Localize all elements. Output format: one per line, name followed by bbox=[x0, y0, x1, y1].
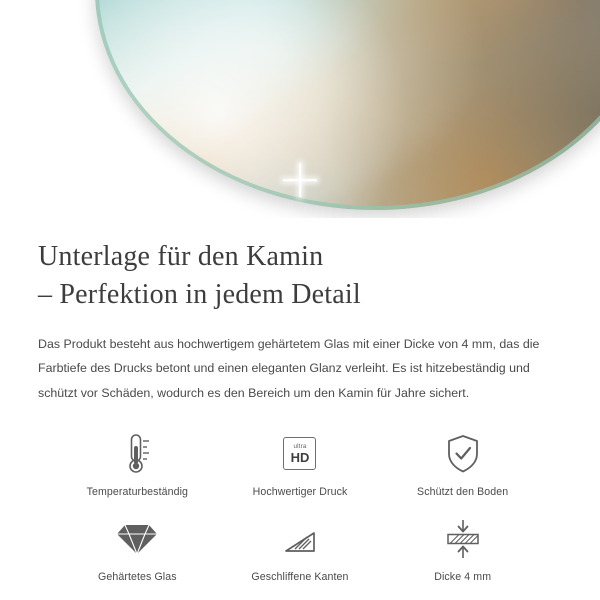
feature-item-thickness bbox=[381, 516, 544, 583]
ultra-hd-badge-top: ultra bbox=[293, 442, 307, 450]
page-title-line-1: Unterlage für den Kamin bbox=[38, 241, 324, 272]
page-title bbox=[38, 238, 562, 314]
feature-item-print-quality bbox=[219, 431, 382, 498]
feature-label: Geschliffene Kanten bbox=[251, 570, 349, 583]
product-description: Das Produkt besteht aus hochwertigem gehärtetem Glas mit einer Dicke von 4 mm, das die Farbtiefe des Drucks betont und einen eleganten Glanz verleiht. Es ist hitzebeständig und schützt vor Schäden, wodurch es den Bereich um den Kamin für Jahre sichert. bbox=[38, 337, 540, 400]
diamond-icon bbox=[116, 516, 158, 562]
glass-product-image bbox=[95, 0, 600, 210]
thermometer-icon bbox=[117, 431, 157, 477]
feature-item-floor-protection bbox=[381, 431, 544, 498]
feature-item-tempered-glass bbox=[56, 516, 219, 583]
shield-check-icon bbox=[444, 431, 482, 477]
feature-label: Hochwertiger Druck bbox=[252, 485, 348, 498]
hero-image bbox=[0, 0, 600, 218]
feature-grid bbox=[38, 431, 562, 583]
content-section bbox=[0, 218, 600, 583]
ultra-hd-badge-bottom: HD bbox=[290, 449, 310, 465]
feature-label: Dicke 4 mm bbox=[434, 570, 492, 583]
page-title-line-2: – Perfektion in jedem Detail bbox=[38, 279, 361, 311]
feature-item-temperature bbox=[56, 431, 219, 498]
feature-label: Temperaturbeständig bbox=[86, 485, 189, 498]
feature-label: Gehärtetes Glas bbox=[98, 570, 177, 583]
ultra-hd-icon bbox=[283, 431, 316, 477]
thickness-arrows-icon bbox=[442, 516, 484, 562]
feature-label: Schützt den Boden bbox=[417, 485, 509, 498]
polished-edges-icon bbox=[280, 516, 320, 562]
feature-item-polished-edges bbox=[219, 516, 382, 583]
